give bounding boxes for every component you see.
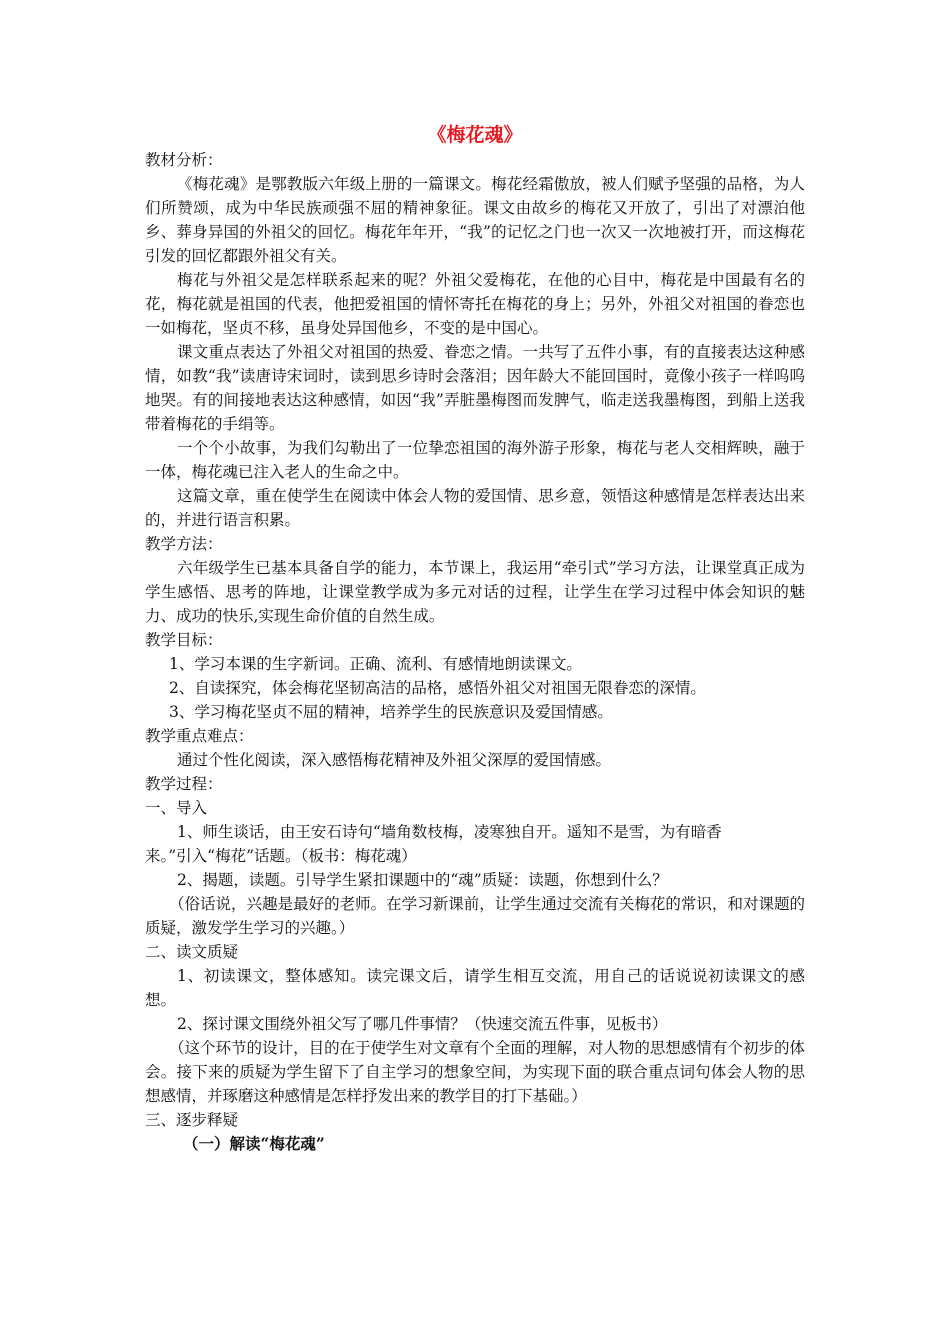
paragraph: 六年级学生已基本具备自学的能力，本节课上，我运用“牵引式”学习方法，让课堂真正成为学生感悟、思考的阵地，让课堂教学成为多元对话的过程，让学生在学习过程中体会知识的魅力、成功的快乐,实现生命价值的自然生成。 — [145, 559, 805, 625]
step-item: 2、探讨课文围绕外祖父写了哪几件事情？（快速交流五件事，见板书） — [177, 1015, 668, 1033]
step-note: （俗话说，兴趣是最好的老师。在学习新课前，让学生通过交流有关梅花的常识，和对课题的质疑，激发学生学习的兴趣。） — [145, 895, 805, 937]
paragraph: 课文重点表达了外祖父对祖国的热爱、眷恋之情。一共写了五件小事，有的直接表达这种感情，如教“我”读唐诗宋词时，读到思乡诗时会落泪；因年龄大不能回国时，竟像小孩子一样呜呜地哭。有的间接地表达这种感情，如因“我”弄脏墨梅图而发脾气，临走送我墨梅图，到船上送我带着梅花的手绢等。 — [145, 343, 805, 433]
paragraph: 梅花与外祖父是怎样联系起来的呢？外祖父爱梅花，在他的心目中，梅花是中国最有名的花，梅花就是祖国的代表，他把爱祖国的情怀寄托在梅花的身上；另外，外祖父对祖国的眷恋也一如梅花，坚贞不移，虽身处异国他乡，不变的是中国心。 — [145, 271, 805, 337]
section-heading-method: 教学方法： — [145, 535, 223, 553]
document-title: 《梅花魂》 — [427, 124, 523, 146]
section-heading-goals: 教学目标： — [145, 631, 223, 649]
goal-item: 1、学习本课的生字新词。正确、流利、有感情地朗读课文。 — [169, 655, 582, 673]
goal-item: 2、自读探究，体会梅花坚韧高洁的品格，感悟外祖父对祖国无限眷恋的深情。 — [169, 679, 706, 697]
step-item-line: 来。”引入“梅花”话题。（板书：梅花魂） — [145, 847, 417, 865]
paragraph: 一个个小故事，为我们勾勒出了一位挚恋祖国的海外游子形象，梅花与老人交相辉映，融于一体，梅花魂已注入老人的生命之中。 — [145, 439, 805, 481]
step-item-line: 1、师生谈话，由王安石诗句“墙角数枝梅，凌寒独自开。遥知不是雪，为有暗香 — [177, 823, 722, 841]
paragraph: 《梅花魂》是鄂教版六年级上册的一篇课文。梅花经霜傲放，被人们赋予坚强的品格，为人们所赞颂，成为中华民族顽强不屈的精神象征。课文由故乡的梅花又开放了，引出了对漂泊他乡、葬身异国的外祖父的回忆。梅花年年开，“我”的记忆之门也一次又一次地被打开，而这梅花引发的回忆都跟外祖父有关。 — [145, 175, 805, 265]
section-heading-process: 教学过程： — [145, 775, 223, 793]
goal-item: 3、学习梅花坚贞不屈的精神，培养学生的民族意识及爱国情感。 — [169, 703, 613, 721]
step-heading: 二、读文质疑 — [145, 943, 239, 961]
step-item: 2、揭题，读题。引导学生紧扣课题中的“魂”质疑：读题，你想到什么？ — [177, 871, 668, 889]
step-heading: 一、导入 — [145, 799, 208, 817]
section-heading-key: 教学重点难点： — [145, 727, 254, 745]
step-heading: 三、逐步释疑 — [145, 1111, 239, 1129]
paragraph: 通过个性化阅读，深入感悟梅花精神及外祖父深厚的爱国情感。 — [177, 751, 612, 769]
document-body — [145, 148, 805, 1156]
section-heading-analysis: 教材分析： — [145, 151, 223, 169]
sub-heading: （一）解读“梅花魂” — [183, 1134, 325, 1153]
step-item: 1、初读课文，整体感知。读完课文后，请学生相互交流，用自己的话说说初读课文的感想。 — [145, 967, 805, 1009]
paragraph: 这篇文章，重在使学生在阅读中体会人物的爱国情、思乡意，领悟这种感情是怎样表达出来的，并进行语言积累。 — [145, 487, 805, 529]
step-note: （这个环节的设计，目的在于使学生对文章有个全面的理解，对人物的思想感情有个初步的体会。接下来的质疑为学生留下了自主学习的想象空间，为实现下面的联合重点词句体会人物的思想感情，并琢磨这种感情是怎样抒发出来的教学目的打下基础。） — [145, 1039, 805, 1105]
